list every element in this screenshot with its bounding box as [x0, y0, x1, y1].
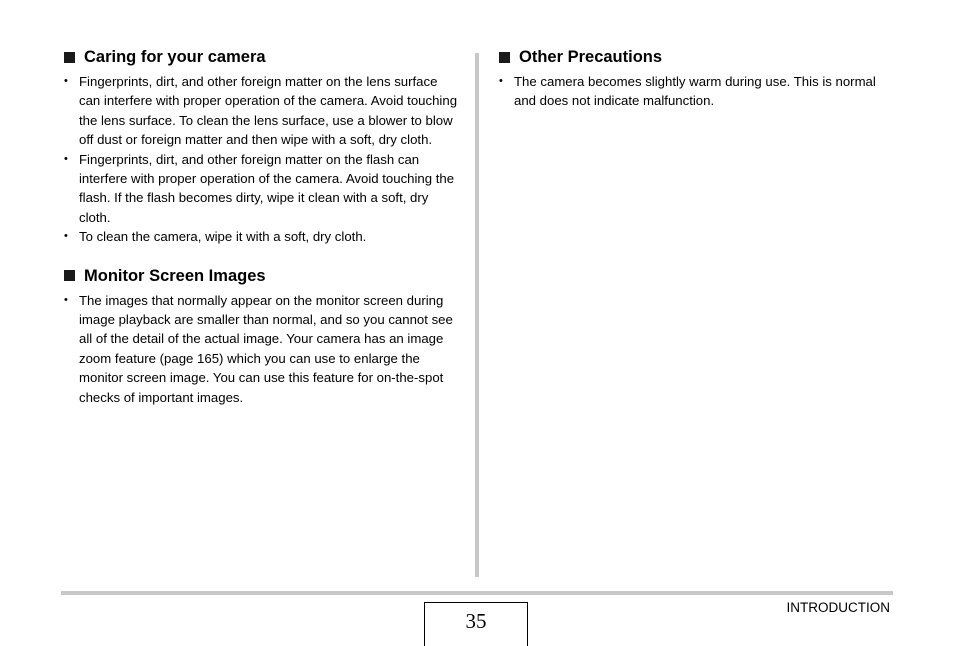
square-bullet-icon — [499, 52, 510, 63]
square-bullet-icon — [64, 270, 75, 281]
page-number: 35 — [424, 602, 528, 646]
list-item-text: Fingerprints, dirt, and other foreign matter on the flash can interfere with proper operation of the camera. Avoid touching the flash. If the flash becomes dirty, wipe it clean with a soft, dry cloth. — [79, 151, 455, 225]
list-item — [63, 291, 458, 407]
list-item-text: Fingerprints, dirt, and other foreign matter on the lens surface can interfere with proper operation of the camera. Avoid touching the lens surface. To clean the lens surface, use a blower to blow off dust or foreign matter and then wipe with a soft, dry cloth. — [79, 74, 458, 148]
list-item-text: The images that normally appear on the monitor screen during image playback are smaller than normal, and so you cannot see all of the detail of the actual image. Your camera has an image zoom feature (page 165) which you can use to enlarge the monitor screen image. You can use this feature for on-the-spot checks of important images. — [79, 292, 453, 405]
section-heading — [498, 47, 898, 67]
section-monitor-screen-images — [63, 266, 458, 407]
section-heading — [63, 266, 458, 286]
list-item — [63, 72, 458, 150]
column-divider — [475, 53, 479, 577]
bullet-list — [63, 291, 458, 407]
list-item-text: To clean the camera, wipe it with a soft, dry cloth. — [79, 229, 367, 245]
right-column — [498, 47, 898, 130]
list-item-text: The camera becomes slightly warm during use. This is normal and does not indicate malfunction. — [514, 74, 876, 109]
bullet-dot-icon: • — [64, 293, 68, 306]
bullet-dot-icon: • — [64, 75, 68, 87]
section-heading — [63, 47, 458, 67]
square-bullet-icon — [64, 52, 75, 63]
bullet-dot-icon: • — [499, 75, 503, 87]
bullet-list — [498, 72, 898, 111]
section-caring-for-camera — [63, 47, 458, 247]
chapter-label: INTRODUCTION — [786, 600, 890, 615]
list-item — [63, 150, 458, 228]
bullet-list — [63, 72, 458, 247]
footer-divider — [61, 591, 893, 595]
section-heading-text: Caring for your camera — [84, 48, 266, 66]
section-other-precautions — [498, 47, 898, 111]
list-item — [498, 72, 898, 111]
list-item — [63, 227, 458, 246]
bullet-dot-icon: • — [64, 152, 68, 165]
section-heading-text: Other Precautions — [519, 48, 663, 66]
section-heading-text: Monitor Screen Images — [84, 266, 266, 285]
bullet-dot-icon: • — [64, 230, 68, 243]
left-column — [63, 47, 458, 426]
